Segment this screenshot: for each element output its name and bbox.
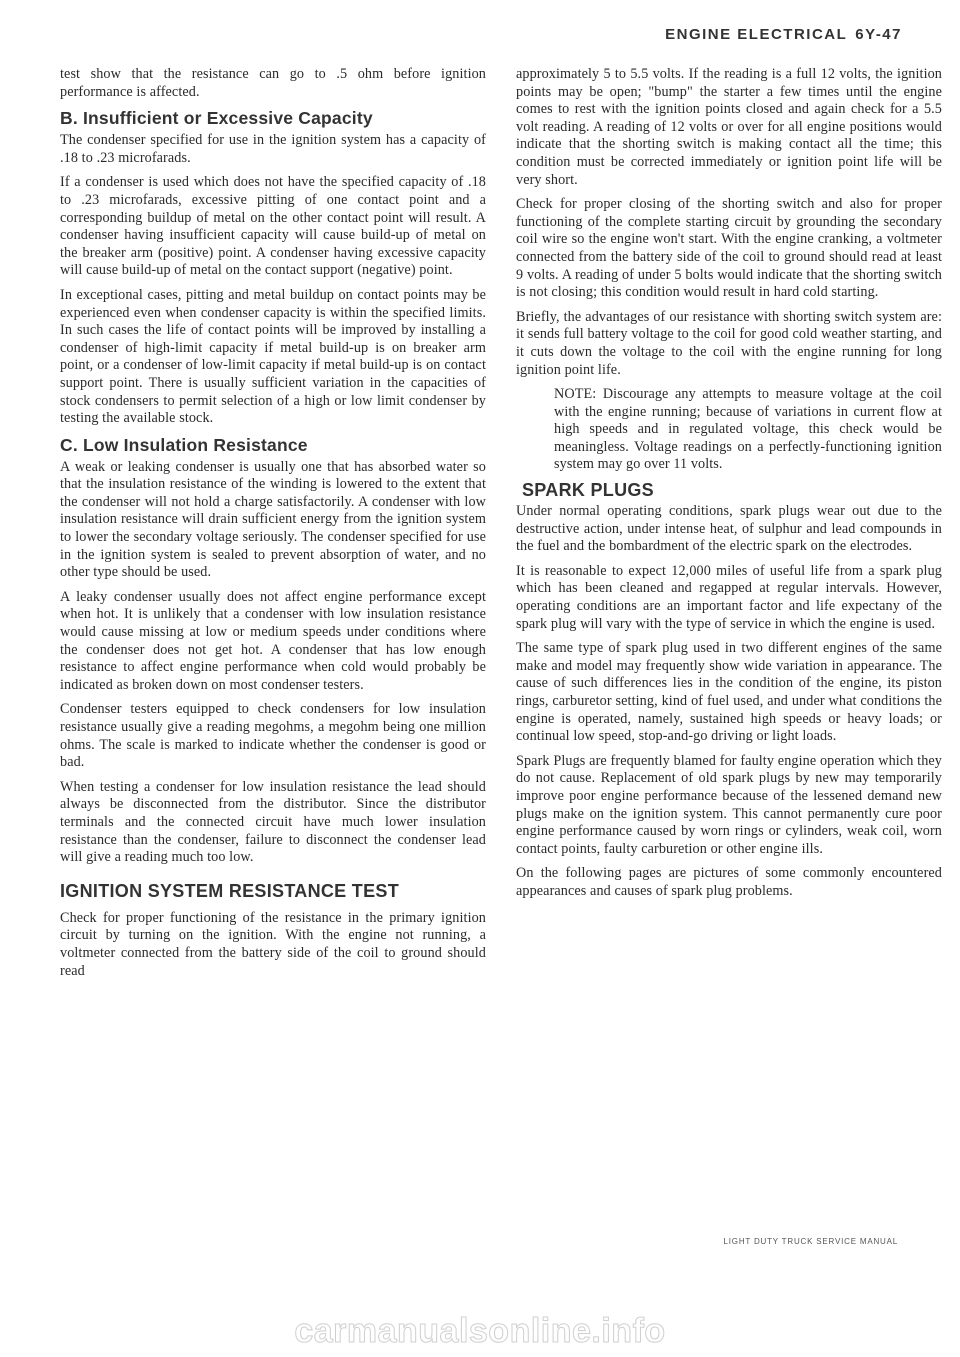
- paragraph: A weak or leaking condenser is usually one that has absorbed water so that the insulation resistance of the winding is lowered to the extent that the condenser will not hold a charge satisfactorily. A condenser with low insulation resistance will drain sufficient energy from the ignition system to lower the secondary voltage seriously. The condenser specified for use in the ignition system is sealed to prevent absorption of water, and no other type should be used.: [60, 458, 486, 581]
- watermark: carmanualsonline.info: [294, 1312, 666, 1350]
- paragraph: The condenser specified for use in the ignition system has a capacity of .18 to .23 microfarads.: [60, 132, 486, 166]
- paragraph: test show that the resistance can go to .5 ohm before ignition performance is affected.: [60, 66, 486, 100]
- paragraph: Check for proper functioning of the resistance in the primary ignition circuit by turning on the ignition. With the engine not running, a voltmeter connected from the battery side of the coil to ground should read: [60, 909, 486, 979]
- manual-footer: LIGHT DUTY TRUCK SERVICE MANUAL: [723, 1237, 898, 1246]
- paragraph: If a condenser is used which does not have the specified capacity of .18 to .23 microfarads, excessive pitting of one contact point and a corresponding buildup of metal on the other contact point will result. A condenser having insufficient capacity will cause build-up of metal on the breaker arm (positive) point. A condenser having excessive capacity will cause build-up of metal on the contact support (negative) point.: [60, 174, 486, 279]
- paragraph: It is reasonable to expect 12,000 miles of useful life from a spark plug which has been cleaned and regapped at regular intervals. However, operating conditions are an important factor and life expectany of the spark plug will vary with the type of service in which the engine is used.: [516, 562, 942, 632]
- heading-spark-plugs: SPARK PLUGS: [522, 480, 654, 501]
- heading-low-insulation: C. Low Insulation Resistance: [60, 434, 308, 455]
- right-column: [516, 66, 942, 908]
- paragraph: On the following pages are pictures of some commonly encountered appearances and causes of spark plug problems.: [516, 865, 942, 899]
- paragraph: Condenser testers equipped to check condensers for low insulation resistance usually give a reading megohms, a megohm being one million ohms. The scale is marked to indicate whether the condenser is good or bad.: [60, 701, 486, 771]
- note-block: [554, 386, 942, 474]
- paragraph: A leaky condenser usually does not affect engine performance except when hot. It is unlikely that a condenser with low insulation resistance would cause missing at low or medium speeds under conditions where the condenser does not get hot. A condenser that has low enough resistance to affect engine performance when cold would probably be indicated as broken down on most condenser testers.: [60, 588, 486, 693]
- paragraph: Briefly, the advantages of our resistance with shorting switch system are: it sends full battery voltage to the coil for good cold weather starting, and it cuts down the voltage to the coil with the engine running for long ignition point life.: [516, 308, 942, 378]
- paragraph: Under normal operating conditions, spark plugs wear out due to the destructive action, under intense heat, of sulphur and lead compounds in the fuel and the bombardment of the electric spark on the electrodes.: [516, 503, 942, 555]
- note-text: NOTE: Discourage any attempts to measure voltage at the coil with the engine running; because of variations in current flow at high speeds and in regulated voltage, this check would be meaningless. Voltage readings on a perfectly-functioning ignition system may go over 11 volts.: [554, 386, 942, 473]
- section-title: ENGINE ELECTRICAL: [665, 26, 848, 43]
- page-header: [665, 26, 902, 43]
- paragraph: When testing a condenser for low insulation resistance the lead should always be disconnected from the distributor. Since the distributor terminals and the connected circuit have much lower insulation resistance than the condenser, failure to disconnect the condenser lead will give a reading much too low.: [60, 778, 486, 866]
- page-number: 6Y-47: [855, 26, 902, 43]
- heading-ignition-resistance-test: IGNITION SYSTEM RESISTANCE TEST: [60, 880, 399, 901]
- paragraph: The same type of spark plug used in two different engines of the same make and model may frequently show wide variation in appearance. The cause of such differences lies in the condition of the engine, its piston rings, carburetor setting, kind of fuel used, and under what conditions the engine is operated, namely, sustained high speeds or heavy loads; or continual low speed, stop-and-go driving or light loads.: [516, 640, 942, 745]
- paragraph: approximately 5 to 5.5 volts. If the reading is a full 12 volts, the ignition points may be open; "bump" the starter a few times until the engine comes to rest with the ignition points closed and again check for a 5.5 volt reading. A reading of 12 volts or over for all engine positions would indicate that the shorting switch is making contact all the time; this condition must be corrected immediately or ignition point life will be very short.: [516, 66, 942, 188]
- paragraph: Check for proper closing of the shorting switch and also for proper functioning of the complete starting circuit by grounding the secondary coil wire so the engine won't start. With the engine cranking, a voltmeter connected from the battery side of the coil to ground should read at least 9 volts. A reading of under 5 bolts would indicate that the shorting switch is not closing; this condition would result in hard cold starting.: [516, 196, 942, 301]
- heading-insufficient-capacity: B. Insufficient or Excessive Capacity: [60, 108, 373, 129]
- paragraph: Spark Plugs are frequently blamed for faulty engine operation which they do not cause. Replacement of old spark plugs by new may temporarily improve poor engine performance because of the lessened demand new plugs make on the ignition system. This cannot permanently cure poor engine performance caused by worn rings or cylinders, weak coil, worn contact points, faulty carburetion or other engine ills.: [516, 752, 942, 857]
- paragraph: In exceptional cases, pitting and metal buildup on contact points may be experienced even when condenser capacity is within the specified limits. In such cases the life of contact points will be improved by installing a condenser of high-limit capacity if metal build-up is on breaker arm point, or a condenser of low-limit capacity if metal build-up is on contact support point. There is usually sufficient variation in the capacities of stock condensers to permit selection of a high or low limit condenser by testing the available stock.: [60, 286, 486, 427]
- left-column: [60, 66, 486, 987]
